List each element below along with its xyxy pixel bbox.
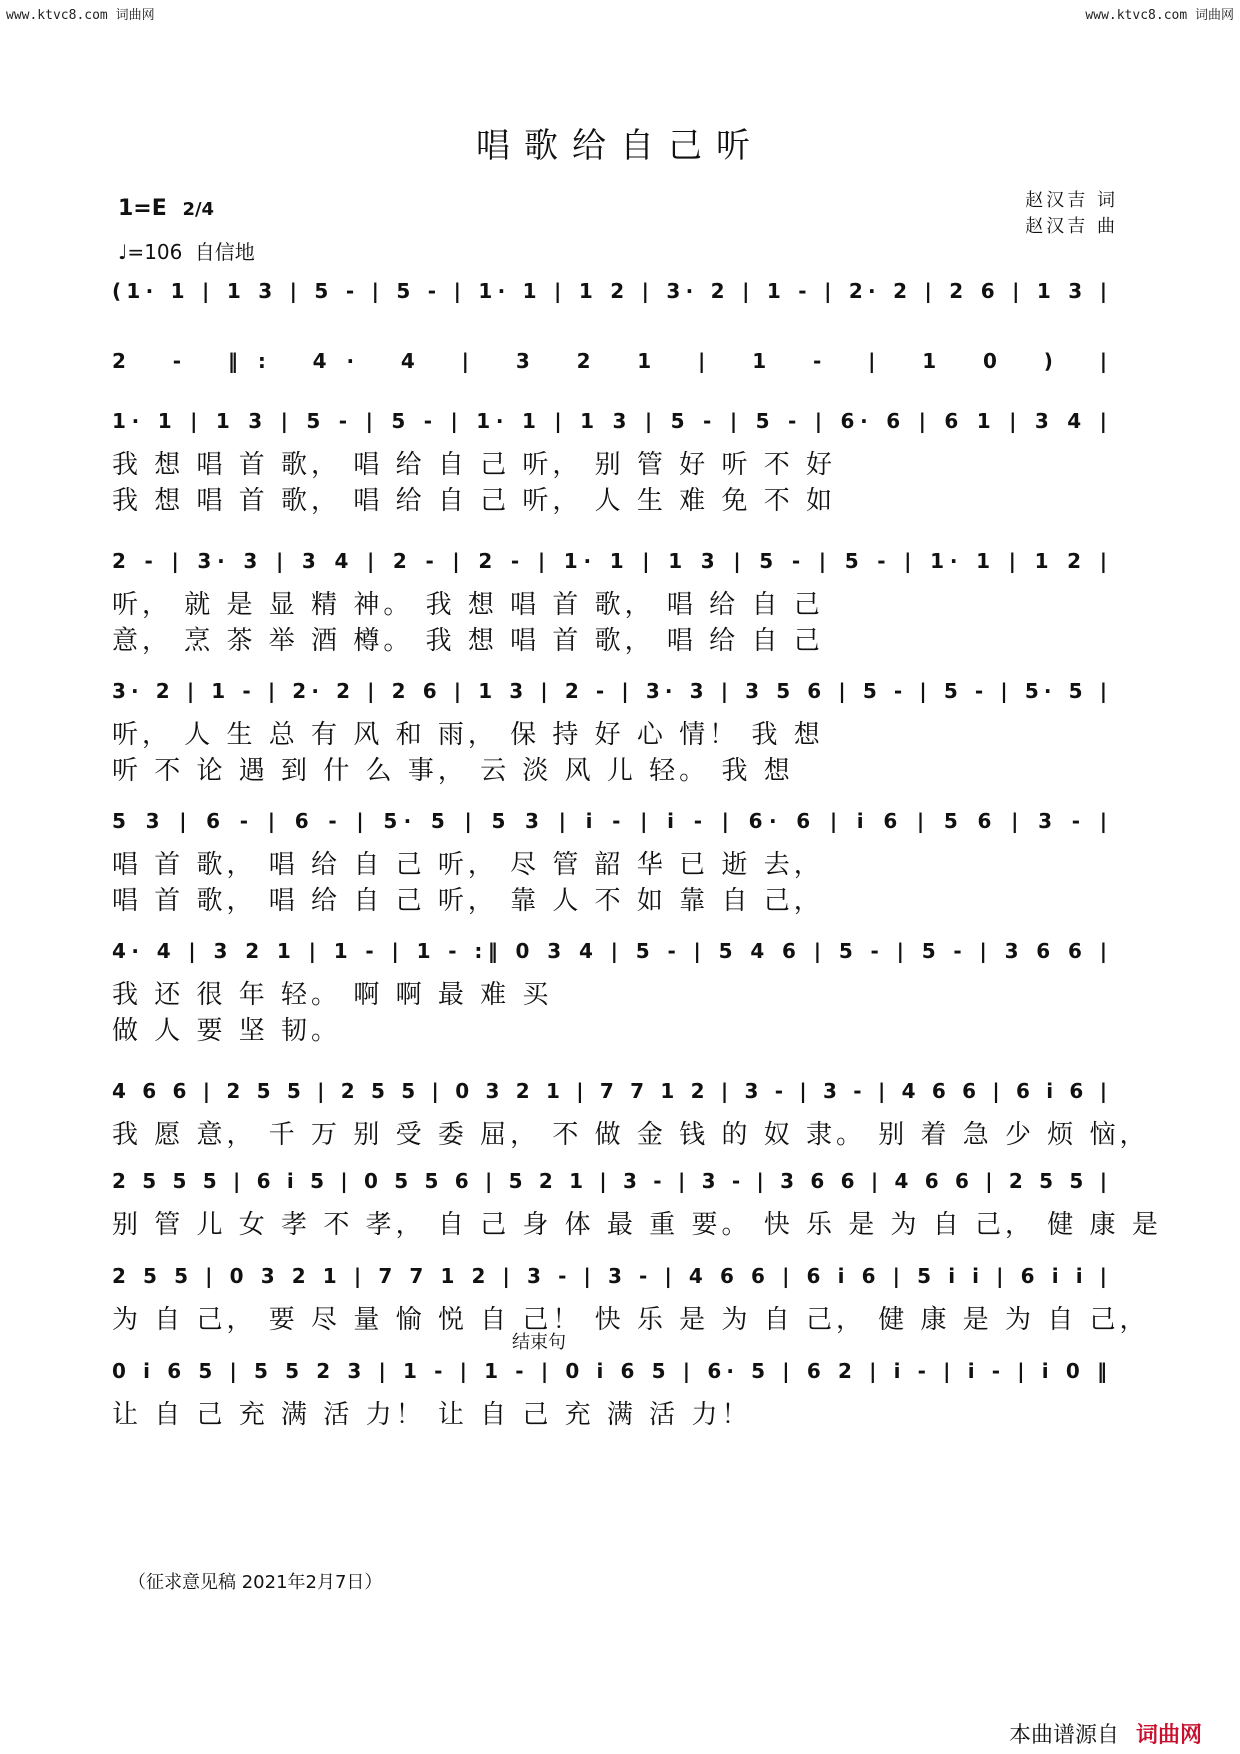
source-footer [1009,1718,1202,1749]
lyrics-verse-1: 为 自 己， 要 尽 量 愉 悦 自 己！ 快 乐 是 为 自 己， 健 康 是 为 自 己， [112,1305,1150,1335]
lyrics-verse-1: 让 自 己 充 满 活 力！ 让 自 己 充 满 活 力！ [112,1400,752,1430]
notation-text: 0 i 6 5 | 5 5 2 3 | 1 - | 1 - | 0 i 6 5 | 6· 5 | 6 2 | i - | i - | i 0 ‖ [112,1359,1107,1383]
notation-text: 2 5 5 5 | 6 i 5 | 0 5 5 6 | 5 2 1 | 3 - | 3 - | 3 6 6 | 4 6 6 | 2 5 5 | [112,1169,1108,1193]
lyrics-verse-1: 别 管 儿 女 孝 不 孝， 自 己 身 体 最 重 要。 快 乐 是 为 自 己， 健 康 是 [112,1210,1162,1240]
score-system [112,1255,1150,1335]
notation-text: 4 6 6 | 2 5 5 | 2 5 5 | 0 3 2 1 | 7 7 1 2 | 3 - | 3 - | 4 6 6 | 6 i 6 | [112,1079,1108,1103]
lyricist-credit: 赵汉吉 词 [1025,190,1118,211]
ending-annotation: 结束句 [512,1332,566,1353]
notation-text: 3· 2 | 1 - | 2· 2 | 2 6 | 1 3 | 2 - | 3· 3 | 3 5 6 | 5 - | 5 - | 5· 5 | [112,679,1108,703]
notation-line [112,340,1122,400]
lyrics-verse-1: 听， 就 是 显 精 神。 我 想 唱 首 歌， 唱 给 自 己 [112,590,824,620]
score-system [112,540,1122,656]
tempo-marking [118,236,255,265]
score-system [112,800,1122,916]
lyrics-verse-1: 我 想 唱 首 歌， 唱 给 自 己 听， 别 管 好 听 不 好 [112,450,836,480]
notation-text: (1· 1 | 1 3 | 5 - | 5 - | 1· 1 | 1 2 | 3· 2 | 1 - | 2· 2 | 2 6 | 1 3 | [112,279,1108,303]
notation-text: 5 3 | 6 - | 6 - | 5· 5 | 5 3 | i - | i - | 6· 6 | i 6 | 5 6 | 3 - | [112,809,1108,833]
notation-text: 2 - | 3· 3 | 3 4 | 2 - | 2 - | 1· 1 | 1 3 | 5 - | 5 - | 1· 1 | 1 2 | [112,549,1108,573]
score-system [112,1332,1122,1430]
expression: 自信地 [194,240,255,264]
lyrics-verse-1: 我 还 很 年 轻。 啊 啊 最 难 买 [112,980,553,1010]
lyrics-verse-2: 听 不 论 遇 到 什 么 事， 云 淡 风 儿 轻。 我 想 [112,756,794,786]
notation-line [112,270,1122,330]
score-system [112,400,1122,516]
score-system [112,670,1122,786]
page-title: 唱歌给自己听 [476,126,764,166]
score-system [112,340,1122,400]
notation-text: 2 5 5 | 0 3 2 1 | 7 7 1 2 | 3 - | 3 - | 4 6 6 | 6 i 6 | 5 i i | 6 i i | [112,1264,1107,1288]
score-system [112,930,1122,1046]
score-system [112,270,1122,330]
score-system [112,1160,1162,1240]
notation-text: 4· 4 | 3 2 1 | 1 - | 1 - :‖ 0 3 4 | 5 - | 5 4 6 | 5 - | 5 - | 3 6 6 | [112,939,1108,963]
key-signature [118,196,214,221]
lyrics-verse-2: 唱 首 歌， 唱 给 自 己 听， 靠 人 不 如 靠 自 己， [112,886,824,916]
lyrics-verse-2: 意， 烹 茶 举 酒 樽。 我 想 唱 首 歌， 唱 给 自 己 [112,626,824,656]
watermark-left: www.ktvc8.com 词曲网 [6,8,155,23]
brand-logo: 词曲网 [1135,1723,1202,1748]
composer-credit: 赵汉吉 曲 [1025,216,1118,237]
notation-text: 2 - ‖: 4· 4 | 3 2 1 | 1 - | 1 0 ) | [112,349,1107,373]
tempo: ♩=106 [118,240,183,264]
source-label: 本曲谱源自 [1008,1723,1119,1748]
time-signature: 2/4 [182,199,215,220]
score-system [112,1070,1150,1150]
key-label: 1=E [118,196,167,221]
footnote: （征求意见稿 2021年2月7日） [128,1572,383,1593]
lyrics-verse-1: 我 愿 意， 千 万 别 受 委 屈， 不 做 金 钱 的 奴 隶。 别 着 急 少 烦 恼， [112,1120,1150,1150]
lyrics-verse-1: 听， 人 生 总 有 风 和 雨， 保 持 好 心 情！ 我 想 [112,720,824,750]
lyrics-verse-2: 做 人 要 坚 韧。 [112,1016,342,1046]
lyrics-verse-2: 我 想 唱 首 歌， 唱 给 自 己 听， 人 生 难 免 不 如 [112,486,836,516]
watermark-right: www.ktvc8.com 词曲网 [1085,8,1234,23]
lyrics-verse-1: 唱 首 歌， 唱 给 自 己 听， 尽 管 韶 华 已 逝 去， [112,850,824,880]
notation-text: 1· 1 | 1 3 | 5 - | 5 - | 1· 1 | 1 3 | 5 - | 5 - | 6· 6 | 6 1 | 3 4 | [112,409,1107,433]
